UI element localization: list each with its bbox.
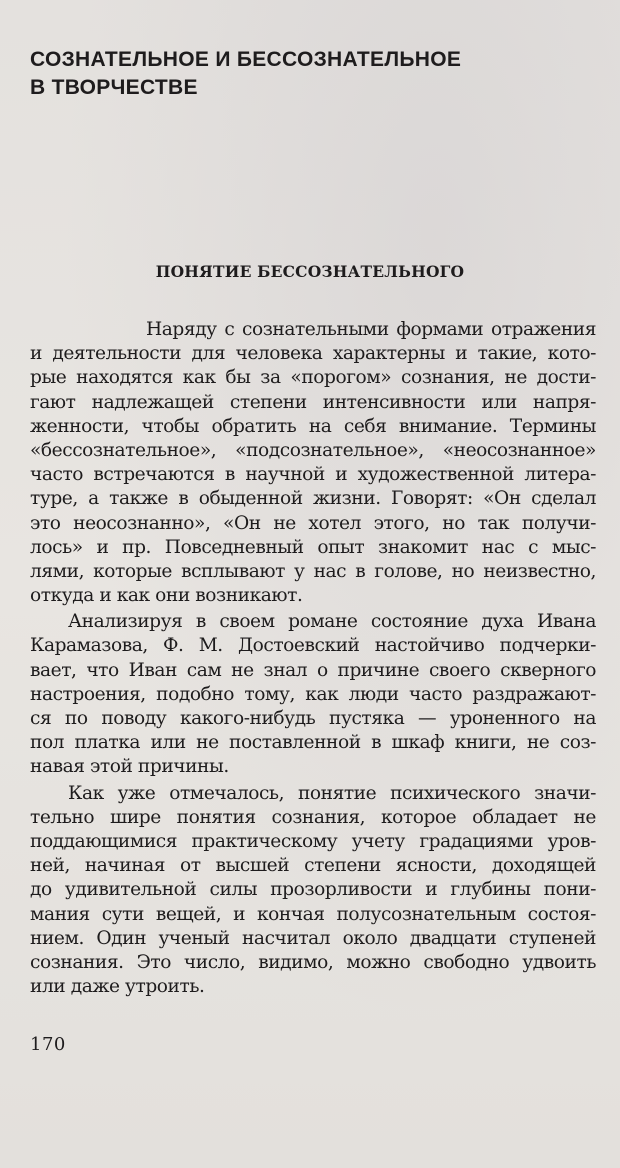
text-line: лось» и пр. Повседневный опыт знакомит нас с мыс- — [30, 536, 596, 558]
text-line: женности, чтобы обратить на себя внимание. Термины — [30, 415, 596, 437]
text-line: Карамазова, Ф. М. Достоевский настойчиво подчерки- — [30, 635, 596, 657]
text-line: откуда и как они возникают. — [30, 585, 303, 607]
text-line: Как уже отмечалось, понятие психического значи- — [68, 782, 596, 804]
paragraph — [30, 782, 596, 1000]
text-line: вает, что Иван сам не знал о причине своего скверного — [30, 659, 596, 681]
text-line: ся по поводу какого-нибудь пустяка — уроненного на — [30, 708, 596, 729]
chapter-title-line: СОЗНАТЕЛЬНОЕ И БЕССОЗНАТЕЛЬНОЕ — [30, 48, 462, 71]
text-line: или даже утроить. — [30, 976, 205, 998]
text-line: Наряду с сознательными формами отражения — [146, 319, 596, 340]
text-line: пол платка или не поставленной в шкаф книги, не соз- — [30, 732, 596, 754]
text-line: настроения, подобно тому, как люди часто раздражают- — [30, 683, 596, 705]
text-line: гают надлежащей степени интенсивности или напря- — [30, 391, 596, 413]
text-line: лями, которые всплывают у нас в голове, но неизвестно, — [30, 560, 596, 582]
text-line: нием. Один ученый насчитал около двадцати ступеней — [30, 927, 596, 949]
paragraph — [30, 610, 596, 779]
page-number: 170 — [30, 1034, 66, 1055]
text-line: туре, а также в обыденной жизни. Говорят: «Он сделал — [30, 488, 596, 510]
section-title: ПОНЯТИЕ БЕССОЗНАТЕЛЬНОГО — [155, 262, 465, 281]
text-line: сознания. Это число, видимо, можно свободно удвоить — [30, 951, 596, 973]
text-line: это неосознанно», «Он не хотел этого, но так получи- — [30, 512, 596, 534]
text-line: часто встречаются в научной и художественной литера- — [30, 464, 596, 486]
text-line: ней, начиная от высшей степени ясности, доходящей — [30, 855, 596, 877]
text-line: тельно шире понятия сознания, которое обладает не — [30, 806, 596, 828]
chapter-title — [30, 46, 530, 102]
text-line: рые находятся как бы за «порогом» сознания, не дости- — [30, 367, 596, 389]
text-line: до удивительной силы прозорливости и глубины пони- — [30, 879, 596, 901]
body-text — [30, 318, 596, 999]
paragraph — [30, 318, 596, 608]
chapter-title-line: В ТВОРЧЕСТВЕ — [30, 76, 198, 99]
text-line: и деятельности для человека характерны и такие, кото- — [30, 343, 596, 365]
text-line: навая этой причины. — [30, 756, 229, 778]
text-line: «бессознательное», «подсознательное», «неосознанное» — [30, 439, 596, 461]
text-line: поддающимися практическому учету градациями уров- — [30, 830, 596, 852]
text-line: Анализируя в своем романе состояние духа Ивана — [68, 611, 596, 633]
text-line: мания сути вещей, и кончая полусознательным состоя- — [30, 903, 596, 925]
